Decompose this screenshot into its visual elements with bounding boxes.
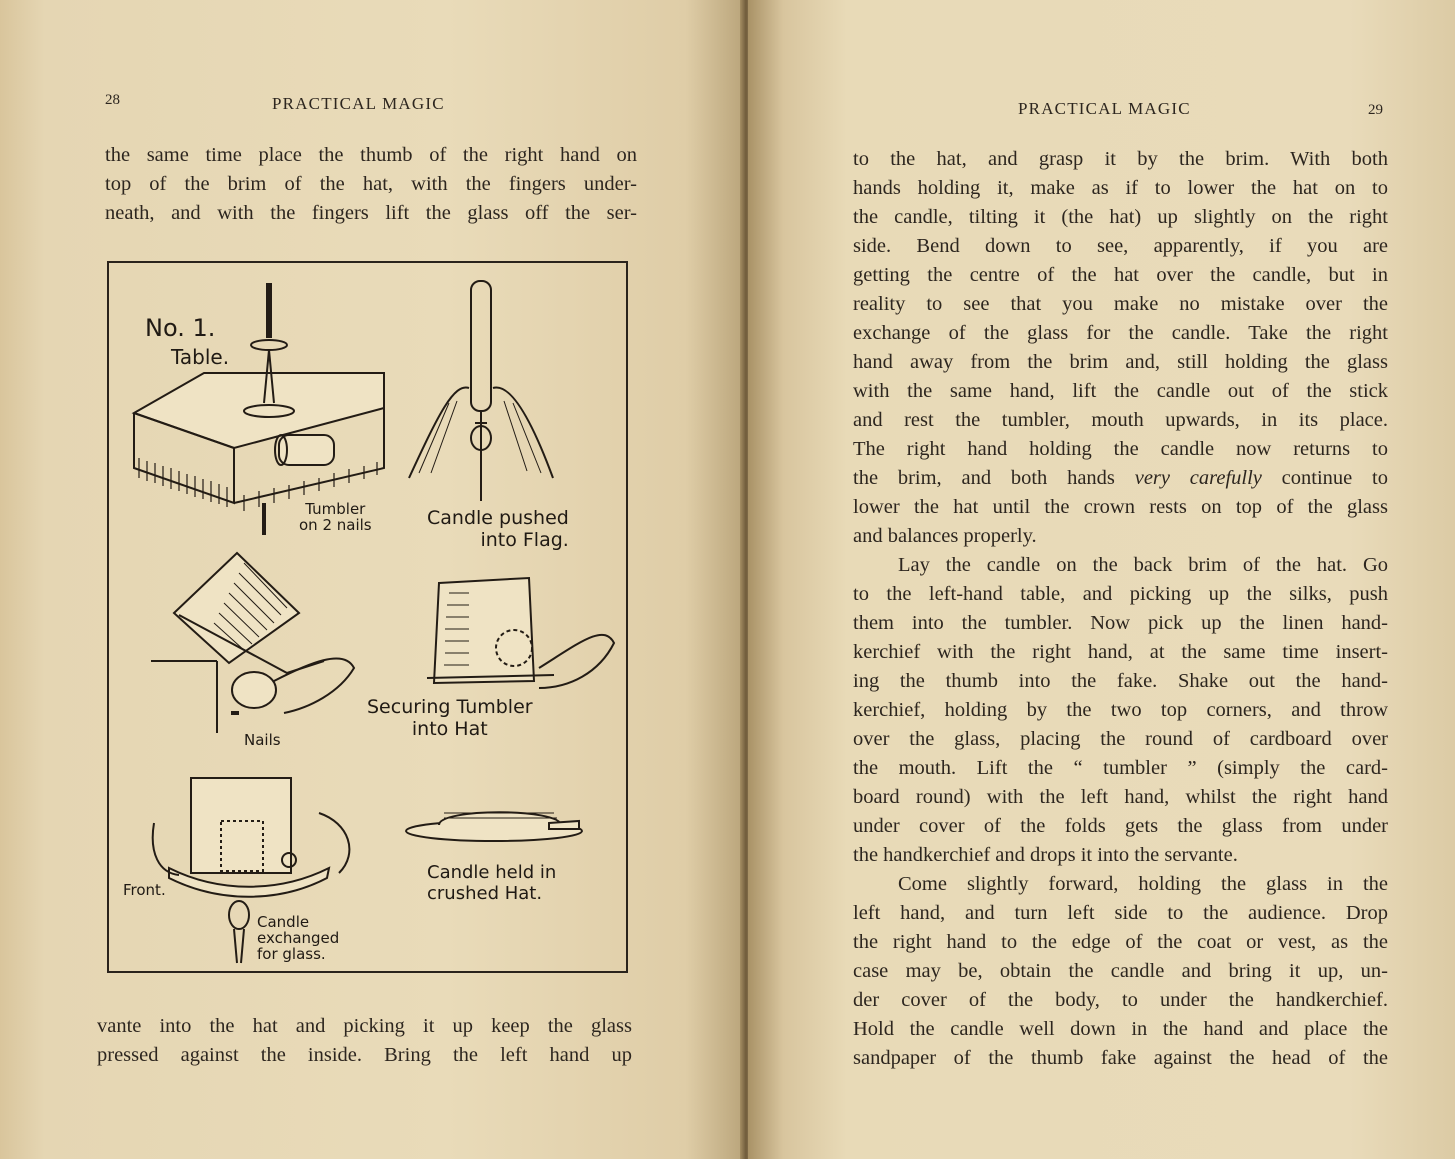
italic-phrase: very carefully <box>1134 467 1262 489</box>
left-bottom-text <box>97 1012 632 1070</box>
text-line: the handkerchief and drops it into the servante. <box>853 844 1238 866</box>
text-line: to the hat, and grasp it by the brim. With both <box>853 148 1388 170</box>
text-line: getting the centre of the hat over the candle, but in <box>853 264 1388 286</box>
illustration-plate <box>107 261 628 973</box>
text-line: top of the brim of the hat, with the fingers under- <box>105 173 637 195</box>
text-line <box>853 464 1388 493</box>
text-line: neath, and with the fingers lift the glass off the ser- <box>105 202 637 224</box>
text-fragment: the brim, and both hands <box>853 467 1135 489</box>
text-line: der cover of the body, to under the handkerchief. <box>853 989 1388 1011</box>
text-line: them into the tumbler. Now pick up the linen hand- <box>853 612 1388 634</box>
text-line: the mouth. Lift the “ tumbler ” (simply the card- <box>853 757 1388 779</box>
text-line: over the glass, placing the round of cardboard over <box>853 728 1388 750</box>
text-line: hands holding it, make as if to lower the hat on to <box>853 177 1388 199</box>
right-page <box>748 0 1455 1159</box>
label-front: Front. <box>123 881 166 899</box>
text-line: with the same hand, lift the candle out of the stick <box>853 380 1388 402</box>
text-line: side. Bend down to see, apparently, if you are <box>853 235 1388 257</box>
text-line: Hold the candle well down in the hand and place the <box>853 1018 1388 1040</box>
right-text <box>853 145 1388 1073</box>
text-line: Lay the candle on the back brim of the hat. Go <box>898 554 1388 576</box>
hat-tumbler-drawing <box>151 553 354 733</box>
text-line: the candle, tilting it (the hat) up slightly on the right <box>853 206 1388 228</box>
text-line: under cover of the folds gets the glass from under <box>853 815 1388 837</box>
text-line: to the left-hand table, and picking up the silks, push <box>853 583 1388 605</box>
right-page-number: 29 <box>1368 102 1383 118</box>
text-line: hand away from the brim and, still holding the glass <box>853 351 1388 373</box>
left-page-number: 28 <box>105 92 120 108</box>
text-line: lower the hat until the crown rests on top of the glass <box>853 496 1388 518</box>
text-line: pressed against the inside. Bring the left hand up <box>97 1044 632 1066</box>
text-line: ing the thumb into the fake. Shake out the hand- <box>853 670 1388 692</box>
right-running-head: PRACTICAL MAGIC <box>1018 99 1191 118</box>
text-fragment: continue to <box>1261 467 1389 489</box>
label-no1: No. 1. <box>145 314 216 342</box>
label-tumbler-nails: Tumbler on 2 nails <box>299 500 372 534</box>
text-line: left hand, and turn left side to the audience. Drop <box>853 902 1388 924</box>
left-top-text <box>105 141 637 228</box>
text-line: and balances properly. <box>853 525 1037 547</box>
label-securing-tumbler: Securing Tumbler into Hat <box>367 696 533 740</box>
text-line: board round) with the left hand, whilst the right hand <box>853 786 1388 808</box>
text-line: kerchief with the right hand, at the same time insert- <box>853 641 1388 663</box>
text-line: and rest the tumbler, mouth upwards, in its place. <box>853 409 1388 431</box>
label-candle-crushed: Candle held in crushed Hat. <box>427 862 557 904</box>
text-line: the right hand to the edge of the coat or vest, as the <box>853 931 1388 953</box>
text-line: exchange of the glass for the candle. Take the right <box>853 322 1388 344</box>
label-table: Table. <box>171 345 230 369</box>
text-line: kerchief, holding by the two top corners, and throw <box>853 699 1388 721</box>
candle-flag-drawing <box>409 281 553 501</box>
text-line: sandpaper of the thumb fake against the head of the <box>853 1047 1388 1069</box>
text-line: vante into the hat and picking it up keep the glass <box>97 1015 632 1037</box>
label-candle-flag: Candle pushed into Flag. <box>427 507 569 551</box>
left-running-head: PRACTICAL MAGIC <box>272 94 445 113</box>
text-line: Come slightly forward, holding the glass in the <box>898 873 1388 895</box>
text-line: The right hand holding the candle now returns to <box>853 438 1388 460</box>
text-line: case may be, obtain the candle and bring it up, un- <box>853 960 1388 982</box>
label-candle-exchanged: Candle exchanged for glass. <box>257 913 340 963</box>
crushed-hat-drawing <box>406 812 582 841</box>
label-nails: Nails <box>244 731 281 749</box>
text-line: reality to see that you make no mistake over the <box>853 293 1388 315</box>
text-line: the same time place the thumb of the right hand on <box>105 144 637 166</box>
securing-tumbler-drawing <box>427 578 614 688</box>
